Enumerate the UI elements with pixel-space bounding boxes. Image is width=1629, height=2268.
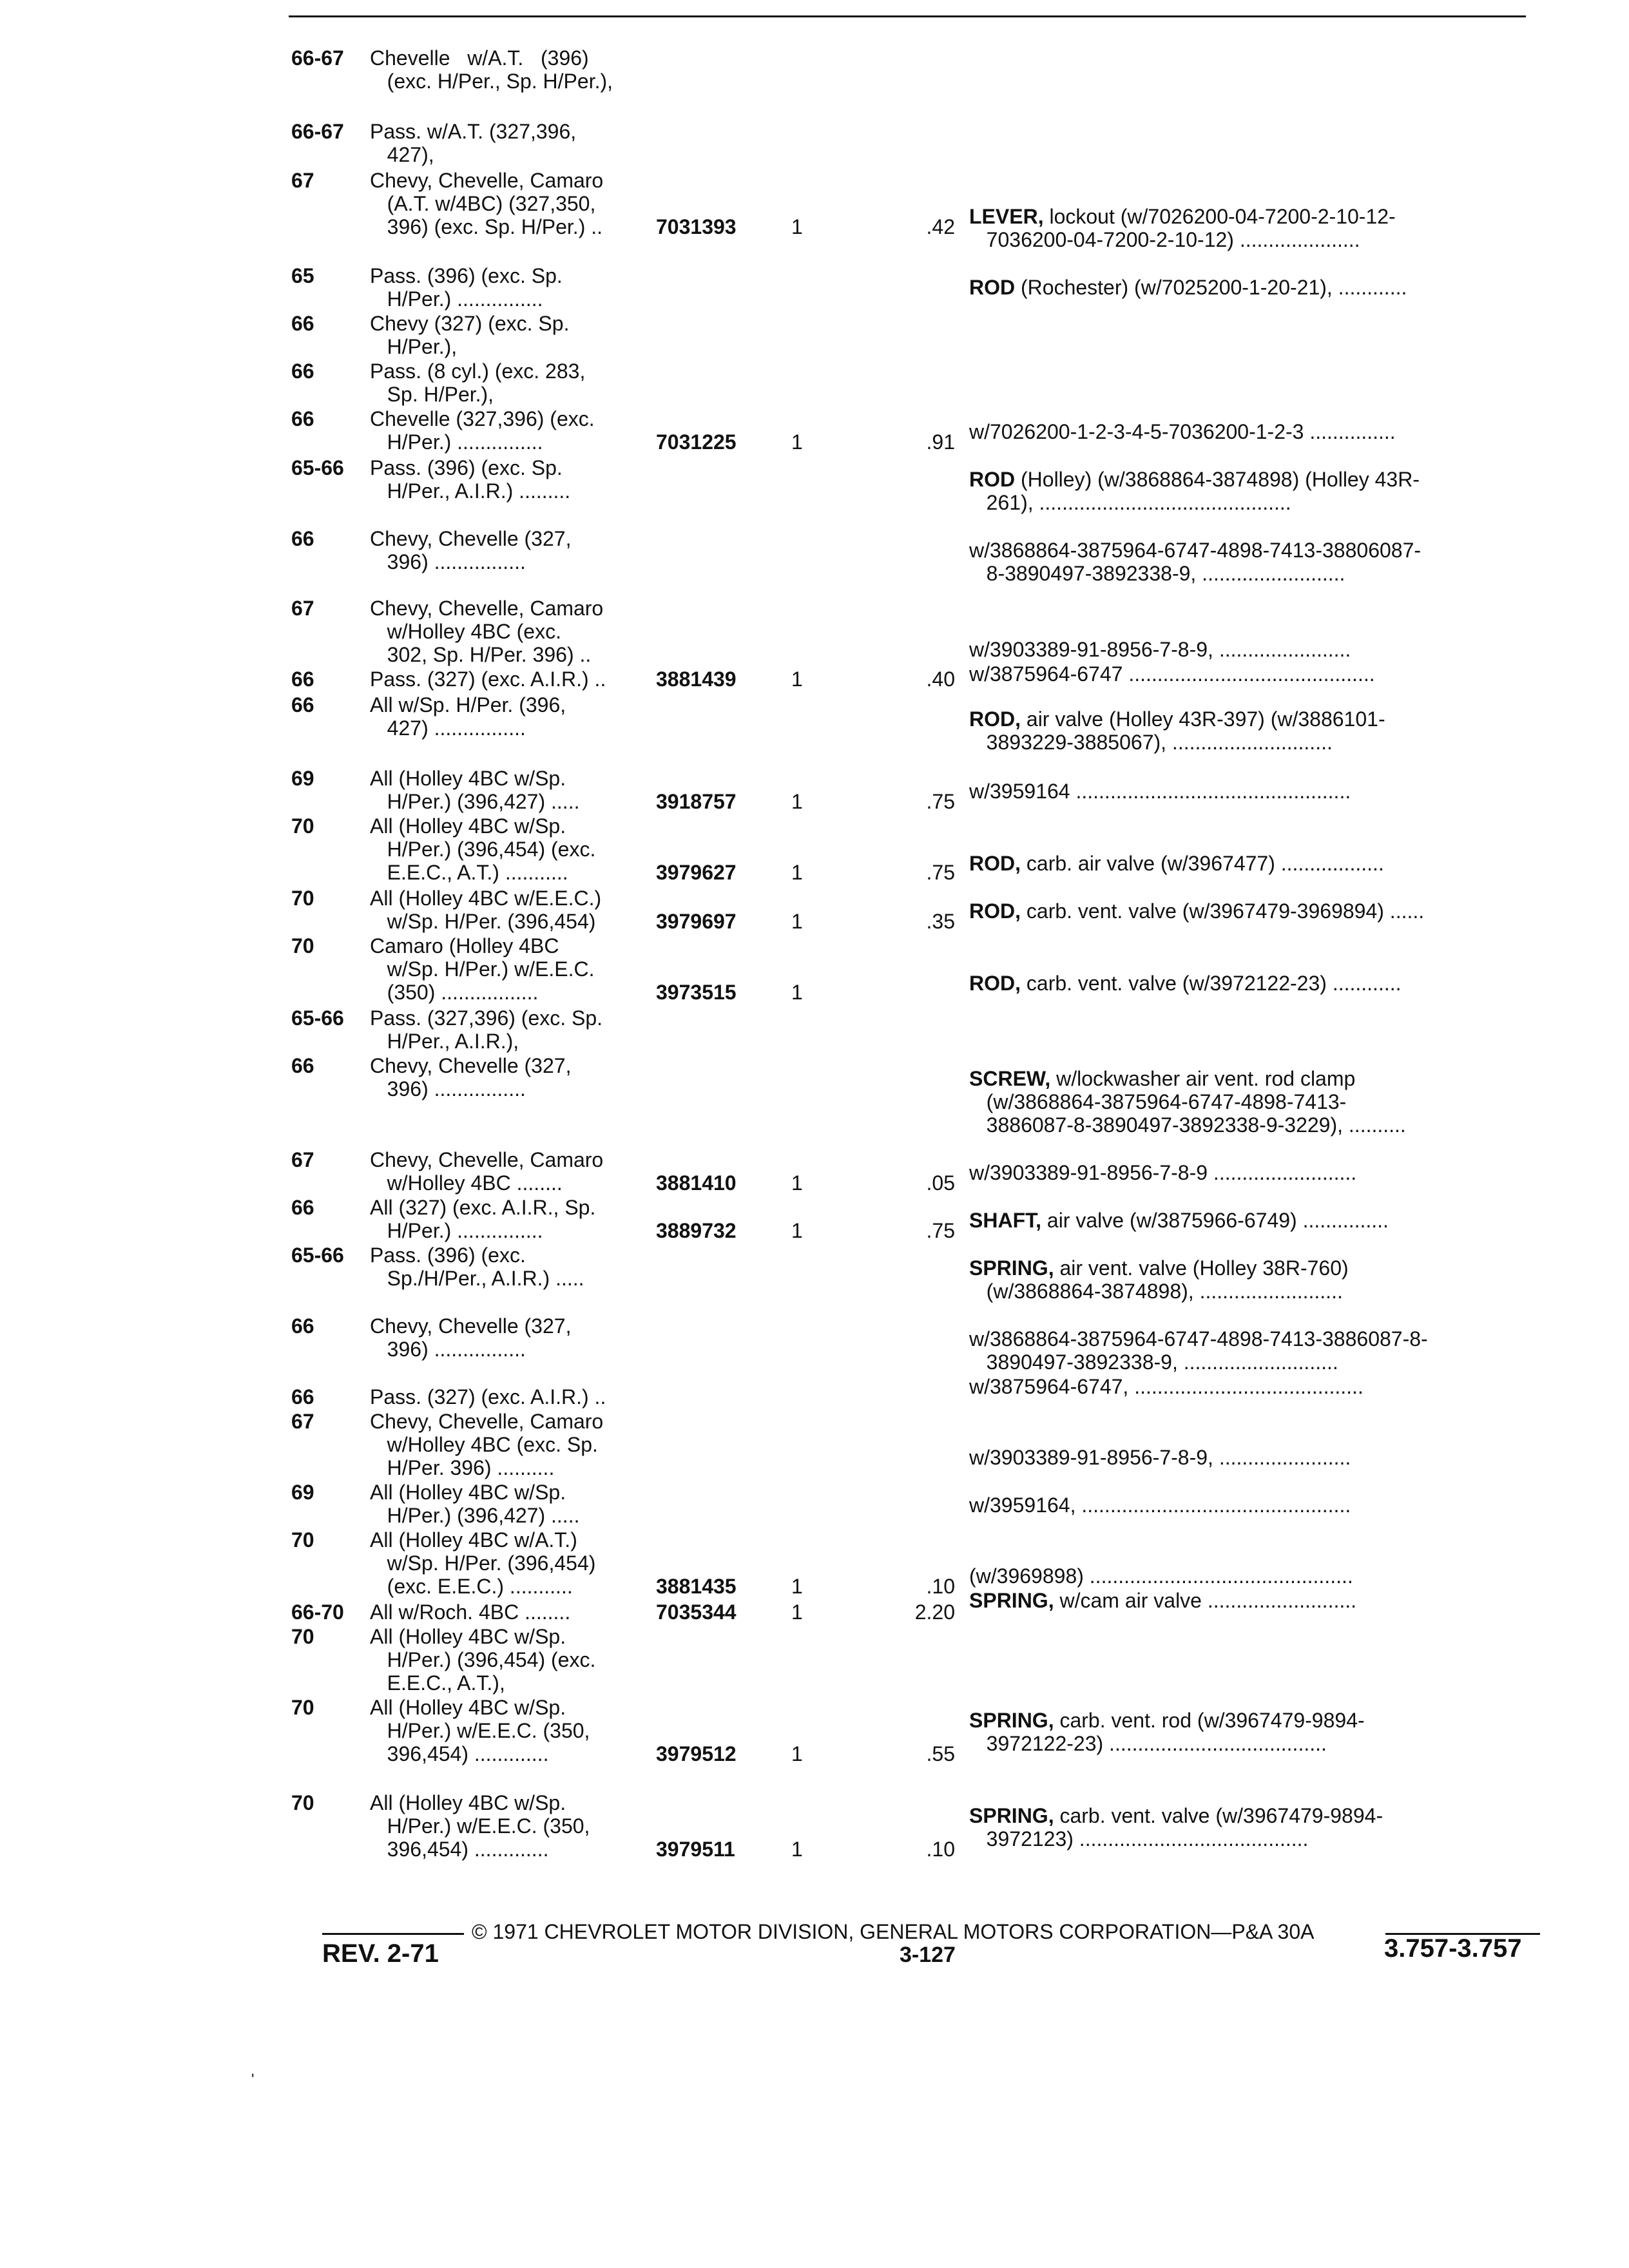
part-number: 7031225 <box>656 430 737 454</box>
price: .75 <box>926 1219 955 1242</box>
model-year: 66 <box>291 693 314 716</box>
application-text: w/Holley 4BC ........ <box>370 1171 563 1195</box>
part-name: SCREW, w/lockwasher air vent. rod clamp <box>969 1067 1356 1090</box>
application-text: w/Sp. H/Per. (396,454) <box>370 910 596 933</box>
part-name: LEVER, lockout (w/7026200-04-7200-2-10-12- <box>969 205 1396 228</box>
part-name: SPRING, air vent. valve (Holley 38R-760) <box>969 1256 1349 1280</box>
price: .55 <box>926 1742 955 1765</box>
model-year: 66-67 <box>291 46 344 70</box>
application-text: H/Per.) w/E.E.C. (350, <box>370 1814 590 1838</box>
quantity: 1 <box>791 1171 803 1195</box>
application-text: Chevy, Chevelle, Camaro <box>370 169 604 192</box>
application-text: All (Holley 4BC w/Sp. <box>370 1625 566 1648</box>
application-text: All w/Roch. 4BC ........ <box>370 1600 571 1624</box>
part-name-heading: ROD <box>969 276 1016 299</box>
part-description: (w/3868864-3874898), ......................... <box>969 1280 1343 1303</box>
application-text: Chevy, Chevelle (327, <box>370 527 572 550</box>
application-text: Pass. (327) (exc. A.I.R.) .. <box>370 1385 606 1408</box>
application-text: Chevy, Chevelle (327, <box>370 1054 572 1077</box>
part-name: ROD (Holley) (w/3868864-3874898) (Holley 43R- <box>969 468 1420 491</box>
part-name: SHAFT, air valve (w/3875966-6749) ............... <box>969 1209 1389 1232</box>
application-text: w/Sp. H/Per. (396,454) <box>370 1552 596 1575</box>
application-text: Chevy, Chevelle, Camaro <box>370 597 604 620</box>
part-name: (w/3969898) .............................................. <box>969 1564 1353 1588</box>
quantity: 1 <box>791 668 803 691</box>
part-name: ROD (Rochester) (w/7025200-1-20-21), ............ <box>969 276 1407 299</box>
application-text: Pass. w/A.T. (327,396, <box>370 120 577 143</box>
application-text: H/Per., A.I.R.), <box>370 1030 519 1053</box>
quantity: 1 <box>791 1600 803 1624</box>
part-number: 7035344 <box>656 1600 737 1624</box>
price: 2.20 <box>914 1600 955 1624</box>
price: .35 <box>926 910 955 933</box>
price: .42 <box>926 215 955 238</box>
application-text: w/Holley 4BC (exc. <box>370 620 561 643</box>
price: .05 <box>926 1171 955 1195</box>
part-name: w/3875964-6747, ........................................ <box>969 1375 1364 1398</box>
model-year: 66 <box>291 668 314 691</box>
model-year: 66 <box>291 1196 314 1219</box>
application-text: H/Per.) w/E.E.C. (350, <box>370 1719 590 1742</box>
model-year: 66 <box>291 1385 314 1408</box>
application-text: Chevy, Chevelle, Camaro <box>370 1410 604 1433</box>
part-number: 7031393 <box>656 215 737 238</box>
application-text: Camaro (Holley 4BC <box>370 934 559 957</box>
part-description: 3886087-8-3890497-3892338-9-3229), .......... <box>969 1113 1406 1137</box>
part-name-heading: ROD, <box>969 899 1021 923</box>
application-text: All (327) (exc. A.I.R., Sp. <box>370 1196 596 1219</box>
part-name: SPRING, carb. vent. rod (w/3967479-9894- <box>969 1709 1365 1732</box>
part-name: w/7026200-1-2-3-4-5-7036200-1-2-3 ............... <box>969 420 1396 443</box>
application-text: H/Per.) (396,427) ..... <box>370 790 580 813</box>
application-text: (350) ................. <box>370 981 539 1004</box>
application-text: E.E.C., A.T.), <box>370 1671 505 1695</box>
model-year: 70 <box>291 814 314 838</box>
application-text: H/Per.) (396,427) ..... <box>370 1504 580 1527</box>
part-name-heading: SHAFT, <box>969 1209 1041 1232</box>
part-name: w/3903389-91-8956-7-8-9 ......................... <box>969 1161 1357 1184</box>
model-year: 70 <box>291 1528 314 1552</box>
price: .40 <box>926 668 955 691</box>
quantity: 1 <box>791 430 803 454</box>
application-text: (exc. H/Per., Sp. H/Per.), <box>370 70 613 93</box>
part-name-heading: LEVER, <box>969 205 1044 228</box>
application-text: (exc. E.E.C.) ........... <box>370 1575 573 1598</box>
part-description: 3972122-23) ...................................... <box>969 1732 1327 1755</box>
part-name: w/3868864-3875964-6747-4898-7413-3886087-8- <box>969 1327 1428 1350</box>
quantity: 1 <box>791 910 803 933</box>
model-year: 66 <box>291 312 314 335</box>
part-name-heading: SPRING, <box>969 1256 1054 1280</box>
part-number: 3918757 <box>656 790 737 813</box>
application-text: (A.T. w/4BC) (327,350, <box>370 192 596 215</box>
application-text: w/Holley 4BC (exc. Sp. <box>370 1433 598 1456</box>
part-description: 7036200-04-7200-2-10-12) ..................... <box>969 228 1360 251</box>
model-year: 70 <box>291 934 314 957</box>
price: .75 <box>926 861 955 884</box>
application-text: 396) ................ <box>370 1338 526 1361</box>
model-year: 66 <box>291 360 314 383</box>
model-year: 69 <box>291 767 314 790</box>
part-name: SPRING, w/cam air valve .......................... <box>969 1589 1357 1612</box>
model-year: 67 <box>291 169 314 192</box>
quantity: 1 <box>791 861 803 884</box>
part-description: 261), ............................................ <box>969 491 1291 514</box>
part-name-heading: SPRING, <box>969 1804 1054 1827</box>
quantity: 1 <box>791 1219 803 1242</box>
application-text: Pass. (396) (exc. <box>370 1244 526 1267</box>
part-number: 3973515 <box>656 981 737 1004</box>
part-description: (w/3868864-3875964-6747-4898-7413- <box>969 1090 1347 1113</box>
application-text: All (Holley 4BC w/Sp. <box>370 1696 566 1719</box>
quantity: 1 <box>791 1575 803 1598</box>
application-text: Chevy, Chevelle, Camaro <box>370 1148 604 1171</box>
application-text: w/Sp. H/Per.) w/E.E.C. <box>370 957 595 981</box>
application-text: 396) ................ <box>370 550 526 573</box>
part-number: 3979627 <box>656 861 737 884</box>
footer-rev: REV. 2-71 <box>322 1939 439 1968</box>
part-number: 3979511 <box>656 1838 735 1861</box>
part-name-heading: SPRING, <box>969 1709 1054 1732</box>
model-year: 66 <box>291 1314 314 1338</box>
margin-mark: ' <box>251 2071 255 2088</box>
footer-page-number: 3-127 <box>900 1943 956 1967</box>
application-text: Pass. (327,396) (exc. Sp. <box>370 1006 603 1030</box>
application-text: All (Holley 4BC w/E.E.C.) <box>370 887 602 910</box>
part-number: 3979512 <box>656 1742 737 1765</box>
model-year: 67 <box>291 1148 314 1171</box>
application-text: Sp. H/Per.), <box>370 383 494 406</box>
quantity: 1 <box>791 1838 803 1861</box>
part-name-heading: ROD, <box>969 707 1021 731</box>
part-number: 3881435 <box>656 1575 737 1598</box>
footer-copyright: © 1971 CHEVROLET MOTOR DIVISION, GENERAL MOTORS CORPORATION—P&A 30A <box>472 1920 1315 1943</box>
part-number: 3889732 <box>656 1219 737 1242</box>
model-year: 67 <box>291 597 314 620</box>
part-name-heading: ROD <box>969 468 1016 491</box>
application-text: Chevelle w/A.T. (396) <box>370 46 589 70</box>
model-year: 69 <box>291 1481 314 1504</box>
part-name-heading: SCREW, <box>969 1067 1051 1090</box>
model-year: 70 <box>291 1791 314 1814</box>
part-name-heading: ROD, <box>969 972 1021 995</box>
footer-group-number: 3.757-3.757 <box>1384 1934 1522 1963</box>
application-text: H/Per.) ............... <box>370 287 543 311</box>
application-text: Pass. (396) (exc. Sp. <box>370 456 563 479</box>
application-text: H/Per., A.I.R.) ......... <box>370 479 571 503</box>
application-text: H/Per.) ............... <box>370 430 543 454</box>
application-text: H/Per.) (396,454) (exc. <box>370 1648 596 1671</box>
part-number: 3979697 <box>656 910 737 933</box>
part-name: w/3868864-3875964-6747-4898-7413-38806087- <box>969 539 1422 562</box>
part-name: SPRING, carb. vent. valve (w/3967479-9894- <box>969 1804 1383 1827</box>
application-text: Pass. (327) (exc. A.I.R.) .. <box>370 668 606 691</box>
part-name: w/3875964-6747 ........................................... <box>969 662 1375 686</box>
part-description: 8-3890497-3892338-9, ......................... <box>969 562 1345 585</box>
part-name: ROD, carb. vent. valve (w/3967479-3969894) ...... <box>969 899 1425 923</box>
price: .10 <box>926 1575 955 1598</box>
application-text: 302, Sp. H/Per. 396) .. <box>370 643 592 666</box>
application-text: H/Per.) ............... <box>370 1219 543 1242</box>
part-description: 3893229-3885067), ............................ <box>969 731 1333 754</box>
model-year: 66-70 <box>291 1600 344 1624</box>
application-text: 396,454) ............. <box>370 1838 549 1861</box>
part-name: ROD, carb. air valve (w/3967477) .................. <box>969 852 1384 875</box>
application-text: 396) ................ <box>370 1077 526 1100</box>
application-text: H/Per.) (396,454) (exc. <box>370 838 596 861</box>
part-name: w/3959164, ............................................... <box>969 1494 1351 1517</box>
footer-rule-left <box>322 1933 464 1935</box>
model-year: 67 <box>291 1410 314 1433</box>
model-year: 66 <box>291 407 314 430</box>
application-text: 396) (exc. Sp. H/Per.) .. <box>370 215 603 238</box>
model-year: 65-66 <box>291 1244 344 1267</box>
part-number: 3881439 <box>656 668 737 691</box>
model-year: 65-66 <box>291 456 344 479</box>
quantity: 1 <box>791 215 803 238</box>
part-name-heading: SPRING, <box>969 1589 1054 1612</box>
quantity: 1 <box>791 1742 803 1765</box>
part-description: 3972123) ........................................ <box>969 1827 1309 1850</box>
application-text: 427), <box>370 143 434 166</box>
application-text: Pass. (396) (exc. Sp. <box>370 264 563 287</box>
application-text: All w/Sp. H/Per. (396, <box>370 693 566 716</box>
model-year: 70 <box>291 1696 314 1719</box>
part-name: ROD, carb. vent. valve (w/3972122-23) ............ <box>969 972 1402 995</box>
price: .91 <box>926 430 955 454</box>
model-year: 66-67 <box>291 120 344 143</box>
part-number: 3881410 <box>656 1171 737 1195</box>
part-description: 3890497-3892338-9, ........................... <box>969 1350 1338 1374</box>
application-text: All (Holley 4BC w/Sp. <box>370 1481 566 1504</box>
application-text: All (Holley 4BC w/Sp. <box>370 767 566 790</box>
model-year: 65-66 <box>291 1006 344 1030</box>
application-text: E.E.C., A.T.) ........... <box>370 861 568 884</box>
application-text: 396,454) ............. <box>370 1742 549 1765</box>
part-name: w/3959164 ................................................ <box>969 780 1351 803</box>
model-year: 65 <box>291 264 314 287</box>
part-name: w/3903389-91-8956-7-8-9, ....................... <box>969 1446 1351 1469</box>
application-text: Chevy, Chevelle (327, <box>370 1314 572 1338</box>
application-text: All (Holley 4BC w/Sp. <box>370 814 566 838</box>
quantity: 1 <box>791 981 803 1004</box>
part-name: w/3903389-91-8956-7-8-9, ....................... <box>969 638 1351 661</box>
application-text: H/Per.), <box>370 335 458 358</box>
application-text: 427) ................ <box>370 716 526 740</box>
model-year: 66 <box>291 1054 314 1077</box>
model-year: 70 <box>291 887 314 910</box>
application-text: All (Holley 4BC w/Sp. <box>370 1791 566 1814</box>
application-text: Chevelle (327,396) (exc. <box>370 407 595 430</box>
part-name: ROD, air valve (Holley 43R-397) (w/3886101- <box>969 707 1385 731</box>
application-text: Chevy (327) (exc. Sp. <box>370 312 570 335</box>
application-text: Sp./H/Per., A.I.R.) ..... <box>370 1267 584 1290</box>
price: .75 <box>926 790 955 813</box>
application-text: All (Holley 4BC w/A.T.) <box>370 1528 577 1552</box>
application-text: Pass. (8 cyl.) (exc. 283, <box>370 360 586 383</box>
price: .10 <box>926 1838 955 1861</box>
top-rule <box>289 15 1526 17</box>
application-text: H/Per. 396) .......... <box>370 1456 555 1479</box>
model-year: 66 <box>291 527 314 550</box>
model-year: 70 <box>291 1625 314 1648</box>
quantity: 1 <box>791 790 803 813</box>
part-name-heading: ROD, <box>969 852 1021 875</box>
